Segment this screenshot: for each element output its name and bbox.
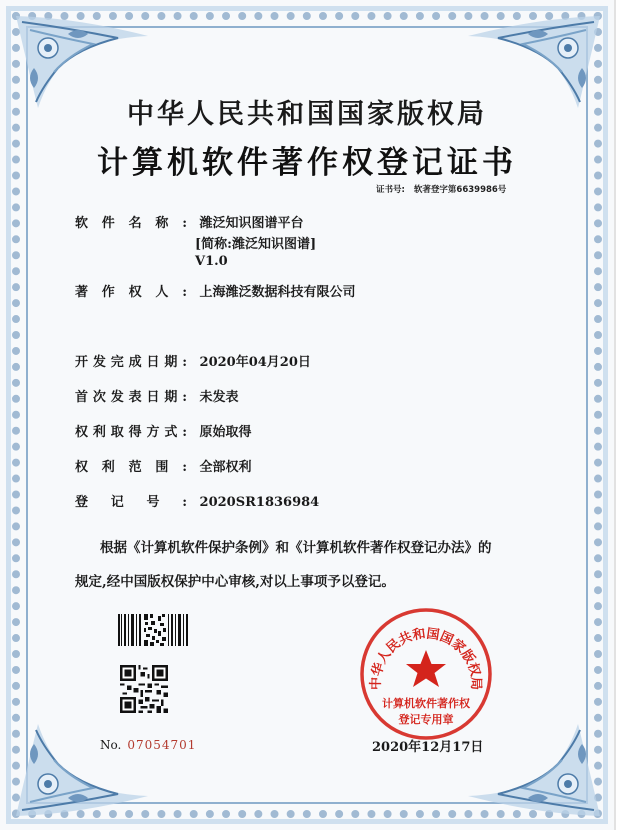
field-value: 原始取得 xyxy=(199,425,252,440)
statement-line-2: 规定,经中国版权保护中心审核,对以上事项予以登记。 xyxy=(75,574,395,590)
field-value: 未发表 xyxy=(199,390,239,405)
field-copyright-owner xyxy=(75,281,356,300)
field-registration-no xyxy=(75,491,319,510)
software-version: V1.0 xyxy=(195,254,228,269)
field-value: 2020年04月20日 xyxy=(199,355,311,370)
corner-ornament-bottom-left xyxy=(8,714,158,824)
field-software-name xyxy=(75,212,304,231)
field-value: 上海潍泛数据科技有限公司 xyxy=(199,285,356,300)
scan-edge xyxy=(614,0,616,830)
seal-text-line-2: 登记专用章 xyxy=(398,713,454,726)
barcode xyxy=(118,614,188,646)
field-label: 著作权人: xyxy=(75,285,187,300)
serial-label: No. xyxy=(100,738,122,752)
qr-code xyxy=(120,665,168,713)
field-completion-date xyxy=(75,351,311,370)
certificate-number xyxy=(376,183,506,195)
field-label: 权利取得方式: xyxy=(75,425,187,440)
field-acquisition-method xyxy=(75,421,252,440)
statement-line-1: 根据《计算机软件保护条例》和《计算机软件著作权登记办法》的 xyxy=(100,540,492,556)
seal-star-icon xyxy=(406,650,446,687)
field-label: 权利范围: xyxy=(75,460,187,475)
field-label: 软件名称: xyxy=(75,216,187,231)
certificate-number-value: 软著登字第6639986号 xyxy=(413,185,507,195)
field-value: 潍泛知识图谱平台 xyxy=(199,216,304,231)
serial-number xyxy=(100,738,196,752)
field-label: 开发完成日期: xyxy=(75,355,187,370)
field-label: 首次发表日期: xyxy=(75,390,187,405)
seal-ring-text: 中华人民共和国国家版权局 xyxy=(368,626,484,691)
field-scope-of-rights xyxy=(75,456,252,475)
seal-text-line-1: 计算机软件著作权 xyxy=(382,697,470,710)
serial-value: 07054701 xyxy=(127,738,197,752)
field-value: 2020SR1836984 xyxy=(199,495,320,510)
certificate-title: 计算机软件著作权登记证书 xyxy=(97,145,517,181)
field-label: 登记号: xyxy=(75,495,187,510)
certificate-number-label: 证书号: xyxy=(376,185,405,195)
field-value: 全部权利 xyxy=(199,460,252,475)
issue-date: 2020年12月17日 xyxy=(372,740,484,755)
issuing-authority: 中华人民共和国国家版权局 xyxy=(127,99,487,130)
field-first-publication xyxy=(75,386,239,405)
software-short-name: [简称:潍泛知识图谱] xyxy=(195,237,317,252)
